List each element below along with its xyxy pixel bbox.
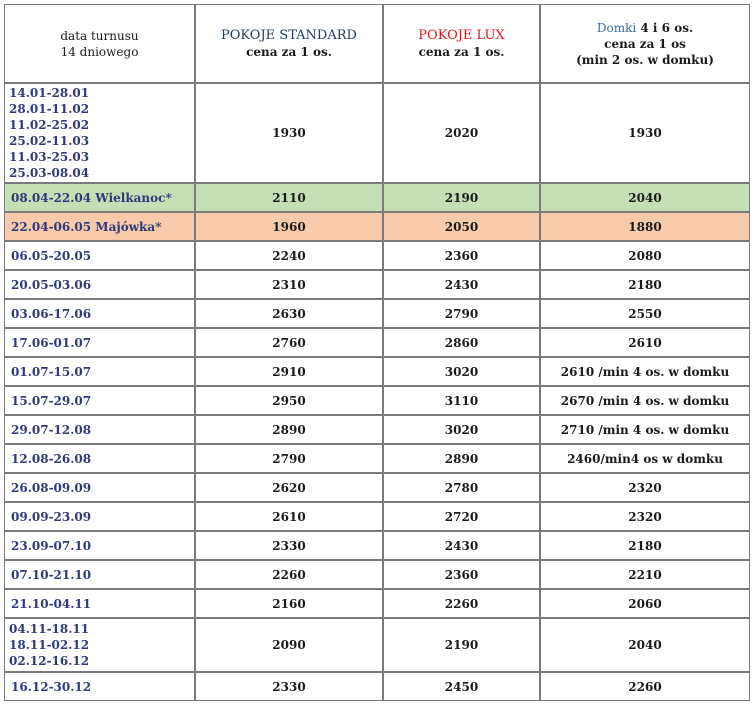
price-standard: 2330 <box>195 672 383 701</box>
date-cell <box>4 444 195 473</box>
header-lux-title: POKOJE LUX <box>418 27 505 43</box>
price-domki: 2040 <box>540 618 750 672</box>
header-domki <box>540 4 750 83</box>
price-domki: 2180 <box>540 531 750 560</box>
date-range: 26.08-09.09 <box>11 480 92 495</box>
date-cell <box>4 386 195 415</box>
price-lux: 3110 <box>383 386 540 415</box>
price-lux: 2190 <box>383 618 540 672</box>
date-range: 09.09-23.09 <box>11 509 92 524</box>
header-date-period <box>4 4 195 83</box>
date-cell <box>4 473 195 502</box>
price-lux: 2430 <box>383 531 540 560</box>
date-cell <box>4 83 195 183</box>
price-standard: 1960 <box>195 212 383 241</box>
date-range: 14.01-28.01 <box>9 86 90 100</box>
price-lux: 2190 <box>383 183 540 212</box>
price-lux: 2790 <box>383 299 540 328</box>
price-standard: 1930 <box>195 83 383 183</box>
date-range: 17.06-01.07 <box>11 335 92 350</box>
date-cell <box>4 672 195 701</box>
price-standard: 2240 <box>195 241 383 270</box>
price-lux: 2020 <box>383 83 540 183</box>
date-cell <box>4 357 195 386</box>
price-lux: 2890 <box>383 444 540 473</box>
price-lux: 2360 <box>383 560 540 589</box>
date-range: 12.08-26.08 <box>11 451 92 466</box>
price-domki: 2670 /min 4 os. w domku <box>540 386 750 415</box>
date-range: 11.02-25.02 <box>9 118 90 132</box>
date-cell <box>4 212 195 241</box>
date-cell <box>4 270 195 299</box>
price-standard: 2160 <box>195 589 383 618</box>
date-cell <box>4 560 195 589</box>
date-cell <box>4 618 195 672</box>
header-lux <box>383 4 540 83</box>
date-range: 08.04-22.04 Wielkanoc* <box>11 190 172 205</box>
price-domki: 2320 <box>540 473 750 502</box>
date-range: 29.07-12.08 <box>11 422 92 437</box>
price-domki: 2610 <box>540 328 750 357</box>
date-range: 28.01-11.02 <box>9 102 90 116</box>
date-cell <box>4 328 195 357</box>
price-lux: 2050 <box>383 212 540 241</box>
price-standard: 2110 <box>195 183 383 212</box>
price-standard: 2090 <box>195 618 383 672</box>
price-standard: 2310 <box>195 270 383 299</box>
date-range: 11.03-25.03 <box>9 150 90 164</box>
price-domki: 2180 <box>540 270 750 299</box>
price-standard: 2610 <box>195 502 383 531</box>
date-range: 16.12-30.12 <box>11 679 92 694</box>
date-range: 04.11-18.11 <box>9 622 90 636</box>
price-domki: 2080 <box>540 241 750 270</box>
price-standard: 2620 <box>195 473 383 502</box>
date-range: 03.06-17.06 <box>11 306 92 321</box>
date-range: 01.07-15.07 <box>11 364 92 379</box>
date-range: 02.12-16.12 <box>9 654 90 668</box>
price-lux: 2720 <box>383 502 540 531</box>
date-cell <box>4 415 195 444</box>
price-domki: 2550 <box>540 299 750 328</box>
price-standard: 2760 <box>195 328 383 357</box>
price-lux: 2430 <box>383 270 540 299</box>
header-standard-sub: cena za 1 os. <box>246 44 332 59</box>
date-range: 20.05-03.06 <box>11 277 92 292</box>
price-lux: 2860 <box>383 328 540 357</box>
price-standard: 2630 <box>195 299 383 328</box>
price-domki: 2610 /min 4 os. w domku <box>540 357 750 386</box>
price-lux: 3020 <box>383 415 540 444</box>
header-domki-sizes: 4 i 6 os. <box>636 20 694 35</box>
price-domki: 2060 <box>540 589 750 618</box>
price-standard: 2260 <box>195 560 383 589</box>
header-domki-line2: cena za 1 os <box>604 36 686 51</box>
header-date-line1: data turnusu <box>60 28 139 43</box>
price-lux: 3020 <box>383 357 540 386</box>
header-domki-title: Domki <box>596 20 637 35</box>
price-lux: 2450 <box>383 672 540 701</box>
date-cell <box>4 241 195 270</box>
date-range: 21.10-04.11 <box>11 596 92 611</box>
date-range: 15.07-29.07 <box>11 393 92 408</box>
price-domki: 2260 <box>540 672 750 701</box>
header-domki-line3: (min 2 os. w domku) <box>576 52 714 67</box>
date-range: 07.10-21.10 <box>11 567 92 582</box>
price-lux: 2360 <box>383 241 540 270</box>
price-lux: 2260 <box>383 589 540 618</box>
header-standard-title: POKOJE STANDARD <box>221 27 357 43</box>
price-domki: 2210 <box>540 560 750 589</box>
price-domki: 2040 <box>540 183 750 212</box>
date-range: 23.09-07.10 <box>11 538 92 553</box>
date-cell <box>4 299 195 328</box>
price-standard: 2890 <box>195 415 383 444</box>
date-range: 25.03-08.04 <box>9 166 90 180</box>
header-standard <box>195 4 383 83</box>
date-cell <box>4 502 195 531</box>
header-date-line2: 14 dniowego <box>60 44 139 59</box>
date-range: 25.02-11.03 <box>9 134 90 148</box>
price-table <box>4 4 750 710</box>
price-standard: 2910 <box>195 357 383 386</box>
price-domki: 2460/min4 os w domku <box>540 444 750 473</box>
date-cell <box>4 589 195 618</box>
price-lux: 2780 <box>383 473 540 502</box>
header-domki-line1 <box>597 20 693 36</box>
price-standard: 2950 <box>195 386 383 415</box>
price-domki: 2710 /min 4 os. w domku <box>540 415 750 444</box>
price-domki: 1880 <box>540 212 750 241</box>
date-cell <box>4 183 195 212</box>
price-domki: 2320 <box>540 502 750 531</box>
header-lux-sub: cena za 1 os. <box>418 44 505 59</box>
price-standard: 2790 <box>195 444 383 473</box>
date-range: 22.04-06.05 Majówka* <box>11 219 162 234</box>
date-cell <box>4 531 195 560</box>
date-range: 06.05-20.05 <box>11 248 92 263</box>
price-standard: 2330 <box>195 531 383 560</box>
date-range: 18.11-02.12 <box>9 638 90 652</box>
price-domki: 1930 <box>540 83 750 183</box>
